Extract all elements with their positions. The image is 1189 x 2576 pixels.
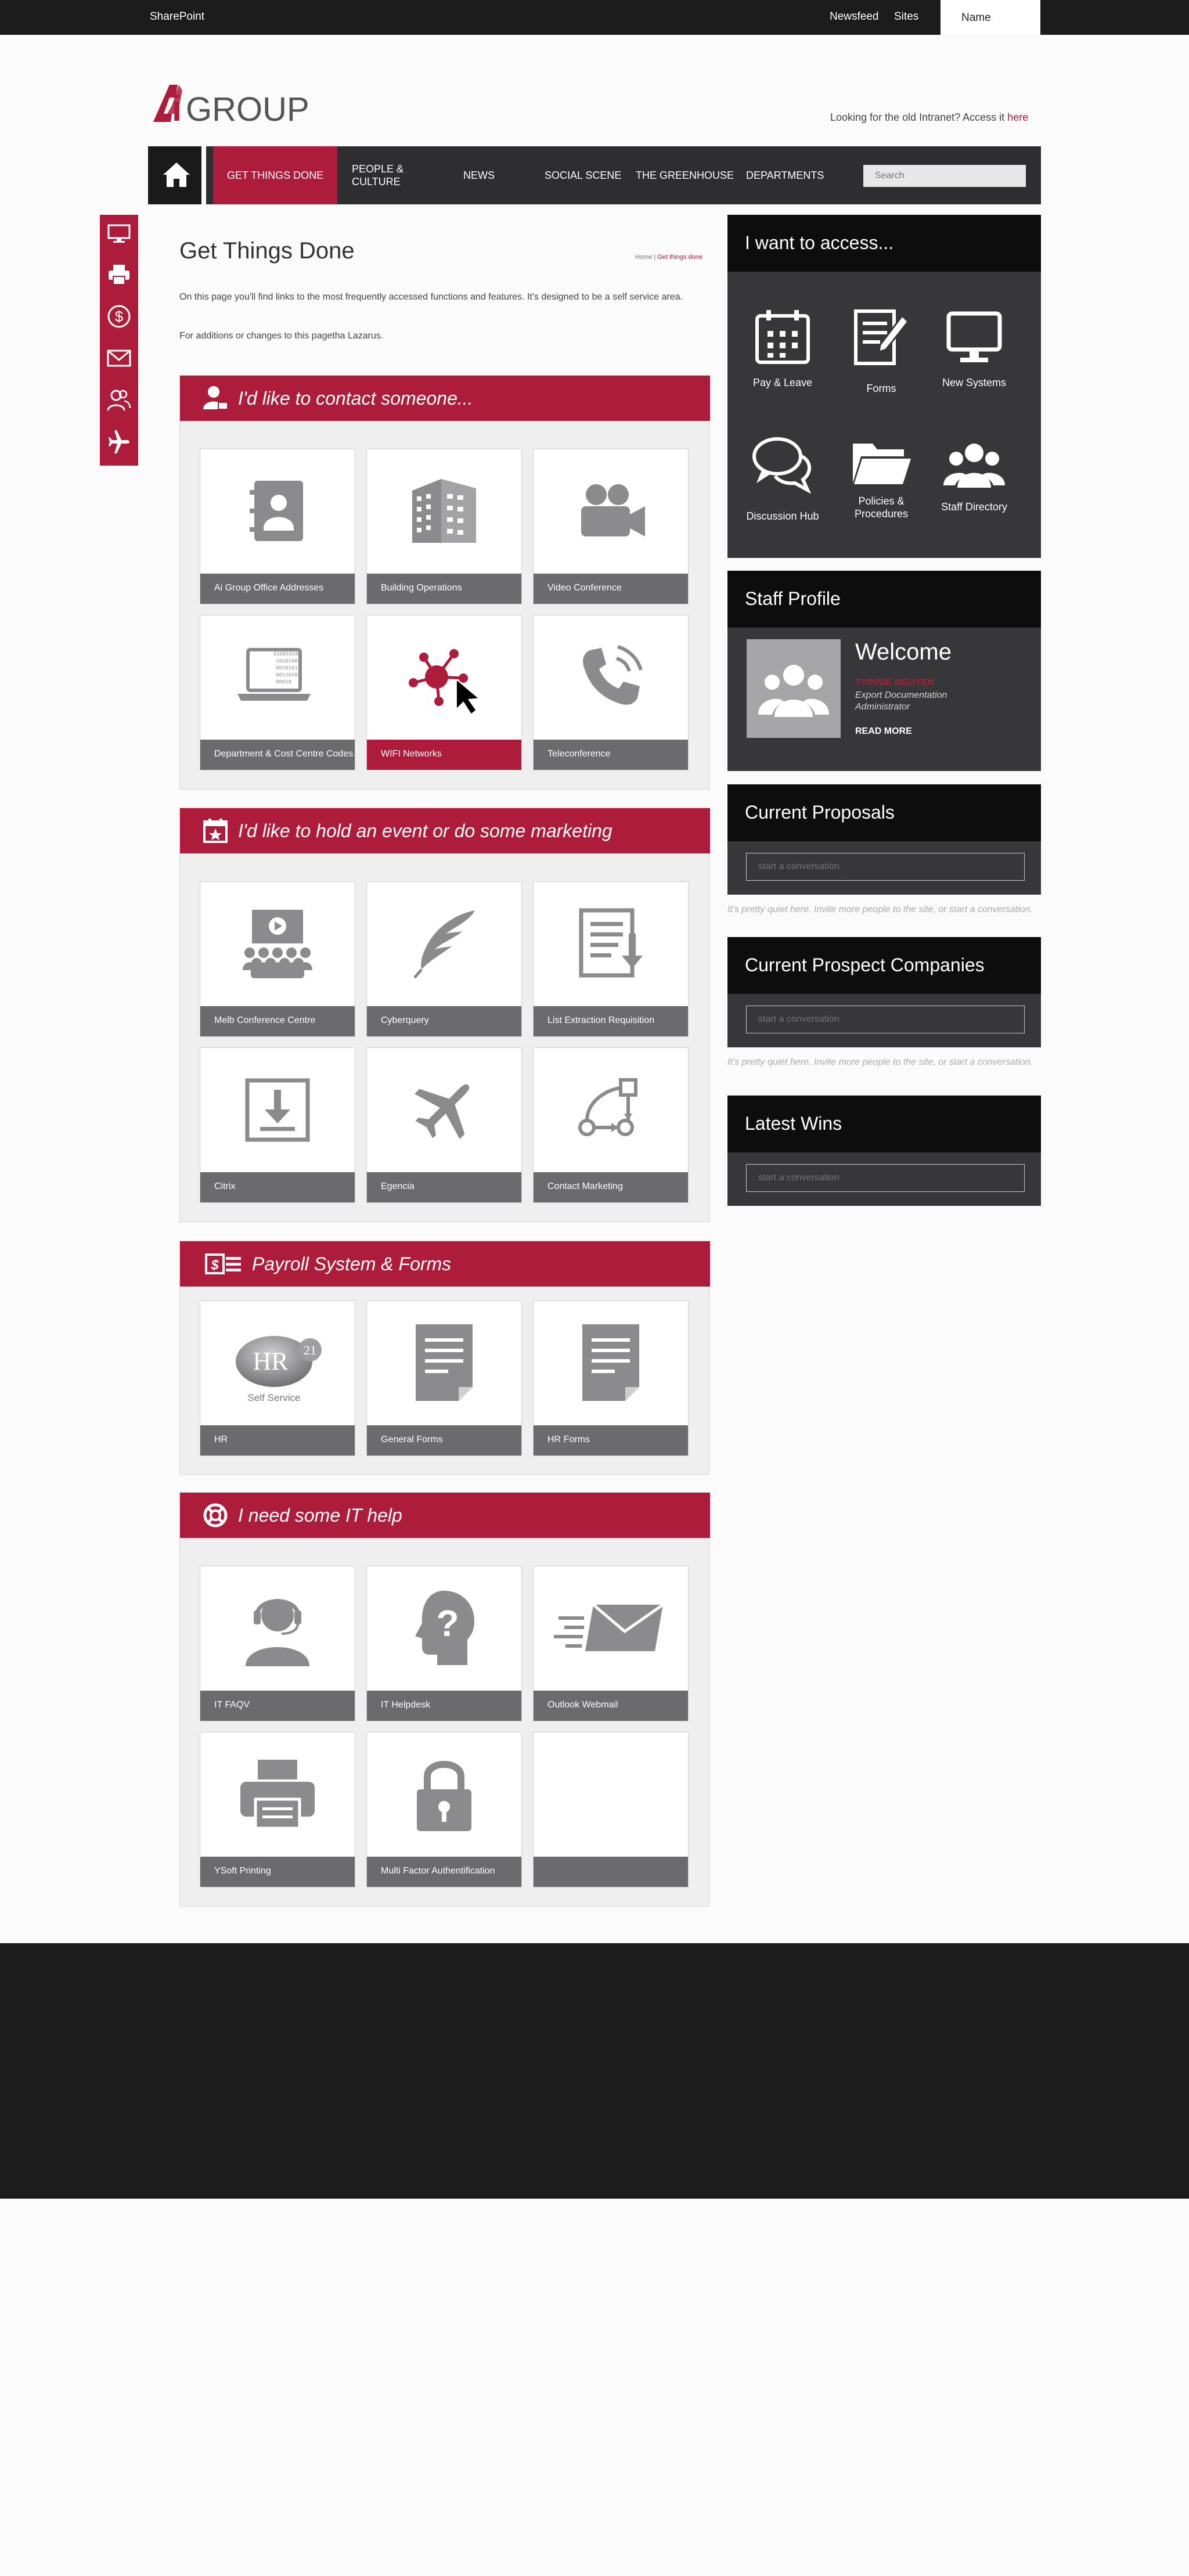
lifebuoy-icon xyxy=(201,1501,230,1530)
question-head-icon xyxy=(367,1566,521,1689)
newsfeed-link[interactable]: Newsfeed xyxy=(830,10,879,23)
tile-label: HR Forms xyxy=(534,1425,688,1455)
staff-name: TVINNIE NGUYEN xyxy=(855,678,935,687)
monitor-icon[interactable] xyxy=(100,219,138,248)
padlock-icon xyxy=(367,1732,521,1856)
welcome-heading: Welcome xyxy=(855,639,952,665)
person-card-icon xyxy=(201,384,230,413)
tile-label: Building Operations xyxy=(367,574,521,604)
svg-text:HR: HR xyxy=(253,1347,289,1375)
old-intranet-link[interactable]: here xyxy=(1007,111,1029,123)
aigroup-logo[interactable] xyxy=(152,82,326,129)
staff-profile-title: Staff Profile xyxy=(727,571,1041,628)
tile-wifi-networks[interactable] xyxy=(366,615,522,770)
hr21-logo-icon xyxy=(200,1301,355,1424)
calendar-icon xyxy=(754,308,812,366)
old-intranet-notice xyxy=(830,111,1028,124)
nav-get-things-done[interactable]: GET THINGS DONE xyxy=(213,146,337,204)
tile-label: Ai Group Office Addresses xyxy=(200,574,355,604)
laptop-code-icon xyxy=(200,615,355,738)
section-contact-title: I'd like to contact someone... xyxy=(238,387,473,409)
tile-melb-conference-centre[interactable] xyxy=(200,881,355,1037)
tile-label: Teleconference xyxy=(534,740,688,770)
payslip-icon xyxy=(204,1249,244,1278)
svg-text:10101001: 10101001 xyxy=(276,658,301,664)
tile-label xyxy=(534,1857,688,1887)
tile-label: Cyberquery xyxy=(367,1006,521,1036)
tile-label: WIFI Networks xyxy=(367,740,521,770)
old-intranet-text: Looking for the old Intranet? Access it xyxy=(830,111,1008,123)
form-pen-icon xyxy=(852,308,910,366)
document-icon xyxy=(534,1301,688,1424)
fast-mail-icon xyxy=(534,1566,688,1689)
tile-label: IT FAQV xyxy=(200,1691,355,1721)
tile-video-conference[interactable] xyxy=(533,449,689,604)
tile-label: Department & Cost Centre Codes xyxy=(200,740,355,770)
access-policies[interactable] xyxy=(838,435,925,534)
tile-cyberquery[interactable] xyxy=(366,881,522,1037)
wins-conversation-input[interactable] xyxy=(746,1164,1025,1192)
home-button[interactable] xyxy=(148,146,206,204)
tile-label: Multi Factor Authentification xyxy=(367,1857,521,1887)
section-event-header xyxy=(180,808,710,853)
prospects-title: Current Prospect Companies xyxy=(727,937,1041,994)
proposals-conversation-input[interactable] xyxy=(746,853,1025,881)
quick-links-bar xyxy=(100,215,138,466)
access-staff-directory[interactable] xyxy=(931,435,1018,528)
tile-cost-centre-codes[interactable] xyxy=(200,615,355,770)
access-new-systems[interactable] xyxy=(931,308,1018,401)
tile-label: Contact Marketing xyxy=(534,1172,688,1202)
presentation-icon xyxy=(200,882,355,1005)
latest-wins-panel xyxy=(727,1096,1041,1206)
svg-text:i: i xyxy=(172,89,182,129)
top-bar xyxy=(0,0,1189,35)
headset-icon xyxy=(200,1566,355,1689)
svg-text:21: 21 xyxy=(304,1343,316,1357)
access-label: Staff Directory xyxy=(941,501,1007,513)
tile-label: Citrix xyxy=(200,1172,355,1202)
search-input[interactable] xyxy=(863,165,1026,187)
access-discussion-hub[interactable] xyxy=(739,435,826,528)
prospects-panel xyxy=(727,937,1041,1047)
breadcrumb-current: Get things done xyxy=(657,254,702,261)
section-event xyxy=(179,808,709,1222)
video-camera-icon xyxy=(534,449,688,572)
building-icon xyxy=(367,449,521,572)
avatar xyxy=(747,639,841,738)
svg-text:?: ? xyxy=(436,1602,459,1644)
proposals-empty-note: It's pretty quiet here. Invite more people to the site, or start a conversation. xyxy=(727,905,1033,914)
plane-icon[interactable] xyxy=(100,427,138,456)
tile-ysoft-printing[interactable] xyxy=(200,1732,355,1887)
section-contact-header xyxy=(180,376,710,421)
nav-departments[interactable]: DEPARTMENTS xyxy=(746,170,824,181)
proposals-title: Current Proposals xyxy=(727,784,1041,841)
network-icon xyxy=(367,615,521,738)
section-it-header xyxy=(180,1493,710,1538)
access-label: Policies & Procedures xyxy=(854,495,909,520)
section-it-title: I need some IT help xyxy=(238,1504,402,1526)
tile-label: General Forms xyxy=(367,1425,521,1455)
dollar-icon[interactable] xyxy=(100,302,138,331)
nav-people-culture[interactable]: PEOPLE & CULTURE xyxy=(352,163,404,188)
svg-text:Self Service: Self Service xyxy=(247,1392,301,1403)
tile-office-addresses[interactable] xyxy=(200,449,355,604)
home-icon xyxy=(162,160,191,189)
access-pay-leave[interactable] xyxy=(739,308,826,401)
sharepoint-link[interactable]: SharePoint xyxy=(150,10,205,23)
breadcrumb-home[interactable]: Home xyxy=(635,254,653,261)
staff-role-line2: Administrator xyxy=(855,702,910,712)
access-label: Forms xyxy=(866,383,896,394)
breadcrumb xyxy=(635,254,702,261)
svg-text:00010: 00010 xyxy=(276,679,292,685)
read-more-link[interactable]: READ MORE xyxy=(855,726,912,736)
access-forms[interactable] xyxy=(838,308,925,401)
tile-teleconference[interactable] xyxy=(533,615,689,770)
prospects-conversation-input[interactable] xyxy=(746,1006,1025,1033)
tile-contact-marketing[interactable] xyxy=(533,1047,689,1203)
monitor-icon xyxy=(945,308,1003,366)
tile-label: List Extraction Requisition xyxy=(534,1006,688,1036)
access-label: New Systems xyxy=(942,377,1007,388)
tile-hr-forms[interactable] xyxy=(533,1300,689,1456)
section-contact xyxy=(179,375,709,790)
breadcrumb-separator: | xyxy=(652,254,658,261)
latest-wins-title: Latest Wins xyxy=(727,1096,1041,1152)
document-icon xyxy=(367,1301,521,1424)
airplane-icon xyxy=(367,1048,521,1171)
tile-hr[interactable] xyxy=(200,1300,355,1456)
user-name-menu[interactable]: Name xyxy=(941,0,1040,35)
intro-text: On this page you'll find links to the most frequently accessed functions and features. It's designed to be a self service area. xyxy=(179,292,683,302)
tile-empty xyxy=(533,1732,689,1887)
access-label: Pay & Leave xyxy=(752,377,813,388)
printer-icon xyxy=(200,1732,355,1856)
nav-social-scene[interactable]: SOCIAL SCENE xyxy=(545,170,622,181)
tile-label: YSoft Printing xyxy=(200,1857,355,1887)
section-payroll-title: Payroll System & Forms xyxy=(252,1253,452,1274)
tile-label: Melb Conference Centre xyxy=(200,1006,355,1036)
staff-role-line1: Export Documentation xyxy=(855,690,947,700)
tile-citrix[interactable] xyxy=(200,1047,355,1203)
nav-news[interactable]: NEWS xyxy=(463,170,495,181)
svg-text:00110101: 00110101 xyxy=(276,672,301,678)
proposals-panel xyxy=(727,784,1041,895)
tile-it-faqv[interactable] xyxy=(200,1566,355,1721)
tile-building-operations[interactable] xyxy=(366,449,522,604)
tile-label: IT Helpdesk xyxy=(367,1691,521,1721)
access-panel-title: I want to access... xyxy=(727,215,1041,272)
printer-icon[interactable] xyxy=(100,260,138,289)
feather-icon xyxy=(367,882,521,1005)
section-event-title: I'd like to hold an event or do some marketing xyxy=(238,820,612,841)
main-nav xyxy=(148,146,1041,204)
logo-group-text: GROUP xyxy=(186,91,309,128)
tile-general-forms[interactable] xyxy=(366,1300,522,1456)
svg-text:01001010: 01001010 xyxy=(273,651,299,657)
svg-text:0010101: 0010101 xyxy=(276,665,298,671)
tile-label: HR xyxy=(200,1425,355,1455)
tile-multi-factor-auth[interactable] xyxy=(366,1732,522,1887)
calendar-star-icon xyxy=(201,816,230,845)
tile-label: Video Conference xyxy=(534,574,688,604)
access-panel xyxy=(727,215,1041,558)
chat-bubbles-icon xyxy=(754,439,809,490)
prospects-empty-note: It's pretty quiet here. Invite more people to the site, or start a conversation. xyxy=(727,1057,1033,1067)
people-icon xyxy=(942,435,1006,493)
phone-icon xyxy=(534,615,688,738)
tile-label: Egencia xyxy=(367,1172,521,1202)
address-book-icon xyxy=(200,449,355,572)
tile-outlook-webmail[interactable] xyxy=(533,1566,689,1721)
tile-it-helpdesk[interactable] xyxy=(366,1566,522,1721)
tile-label: Outlook Webmail xyxy=(534,1691,688,1721)
access-label: Discussion Hub xyxy=(746,510,819,522)
folder-icon xyxy=(849,435,913,488)
list-download-icon xyxy=(534,882,688,1005)
sites-link[interactable]: Sites xyxy=(894,10,919,23)
section-it-help xyxy=(179,1492,709,1907)
staff-profile-panel xyxy=(727,571,1041,771)
download-box-icon xyxy=(200,1048,355,1171)
section-payroll xyxy=(179,1241,709,1475)
people-icon xyxy=(756,657,831,720)
mail-icon[interactable] xyxy=(100,344,138,373)
page-title: Get Things Done xyxy=(179,238,355,264)
intro-contact-text: For additions or changes to this pagetha Lazarus. xyxy=(179,331,384,341)
footer xyxy=(0,1943,1189,2199)
workflow-icon xyxy=(534,1048,688,1171)
tile-egencia[interactable] xyxy=(366,1047,522,1203)
nav-the-greenhouse[interactable]: THE GREENHOUSE xyxy=(636,170,734,181)
svg-text:$: $ xyxy=(114,308,124,325)
svg-text:$: $ xyxy=(211,1258,219,1273)
section-payroll-header xyxy=(180,1241,710,1287)
tile-list-extraction[interactable] xyxy=(533,881,689,1037)
people-icon[interactable] xyxy=(100,386,138,415)
